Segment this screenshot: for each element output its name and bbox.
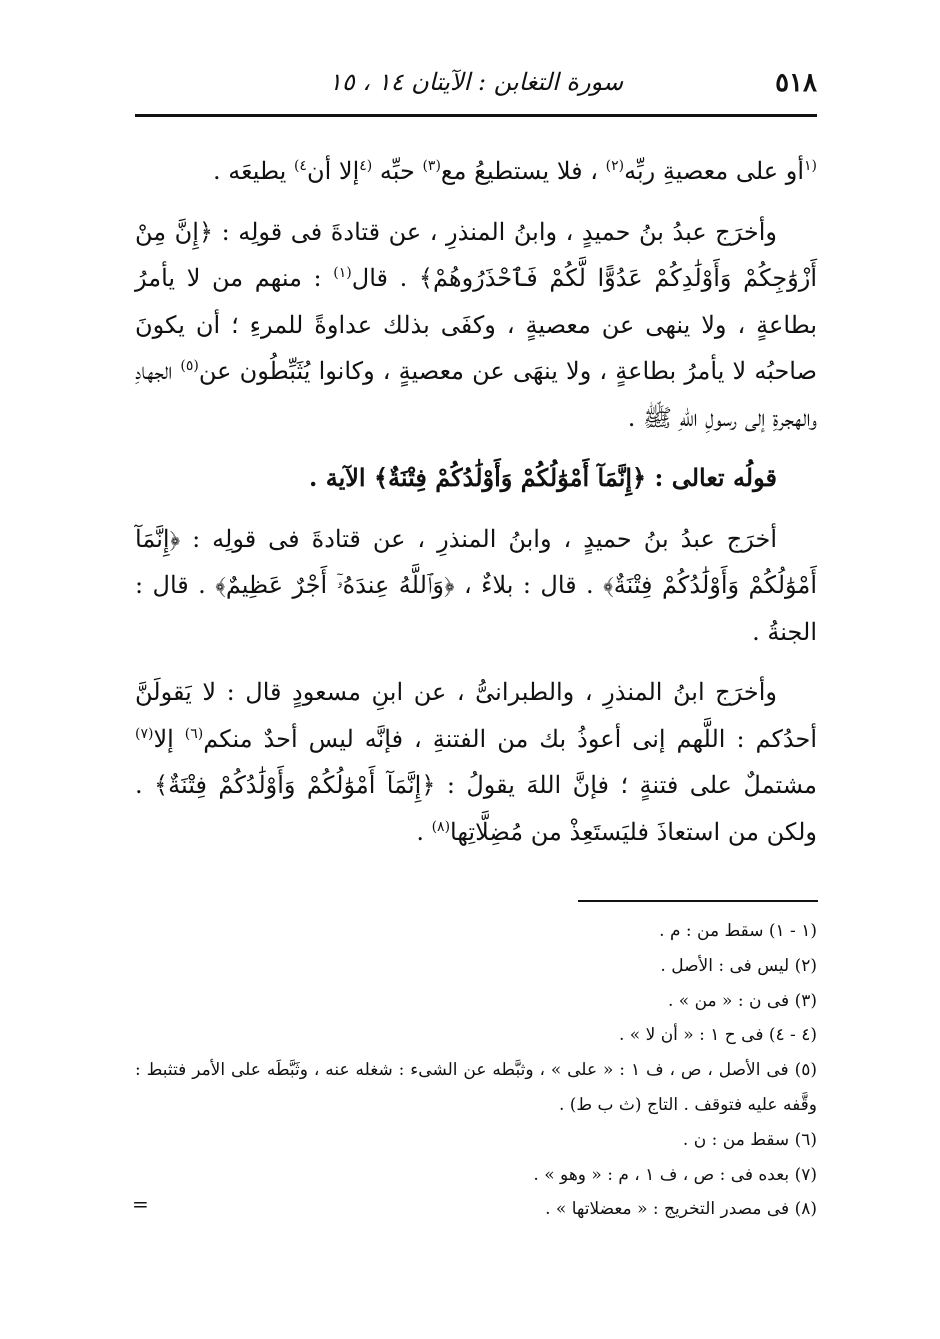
text-span: . قال : بلاءٌ ، — [454, 571, 604, 599]
footnote-rule — [578, 900, 818, 902]
footnote: (٣) فى ن : « من » . — [667, 990, 817, 1011]
text-span: يطيعَه . — [213, 157, 294, 185]
text-span: . ولكن من استعاذَ فليَستَعِذْ من مُضِلَّاتِها — [135, 771, 817, 846]
footnote: (٤ - ٤) فى ح ١ : « أن لا » . — [618, 1025, 817, 1046]
quran-verse: ﴿إِنَّ مِنْ أَزْوَٰجِكُمْ وَأَوْلَٰدِكُمْ عَدُوًّا لَّكُمْ فَٱحْذَرُوهُمْ﴾ — [135, 217, 818, 292]
quran-verse: ﴿إِنَّمَآ أَمْوَٰلُكُمْ وَأَوْلَٰدُكُمْ فِتْنَةٌ﴾ — [154, 771, 436, 799]
text-span: وأخرَج ابنُ المنذرِ ، والطبرانىُّ ، عن ابنِ مسعودٍ قال : لا يَقولَنَّ أحدُكم : اللَّهم إنى أعوذُ بك من الفتنةِ ، فإنَّه ليس أحدٌ منكم — [135, 678, 817, 753]
page-header — [135, 64, 817, 104]
text-span: إلا — [153, 724, 185, 753]
text-span: الآية . — [308, 463, 374, 492]
text-span: . — [416, 817, 432, 846]
header-rule — [135, 114, 817, 117]
text-span: إلا أن — [306, 157, 360, 185]
text-span: ، فلا يستطيعُ مع — [440, 157, 606, 185]
footnotes — [135, 914, 817, 1227]
footnote-ref: (٧) — [135, 725, 154, 742]
text-span: الجهادِ والهجرةِ إلى رسولِ اللهِ ﷺ . — [135, 357, 817, 432]
paragraph-2 — [135, 209, 817, 442]
quran-verse: ﴿إِنَّمَآ أَمْوَٰلُكُمْ وَأَوْلَٰدُكُمْ فِتْنَةٌ﴾ — [373, 463, 647, 492]
main-text — [135, 148, 817, 869]
paragraph-4 — [135, 516, 817, 656]
text-span: أو على معصيةِ ربِّه — [624, 157, 804, 185]
text-span: : منهم من لا يأمرُ بطاعةٍ ، ولا ينهى عن معصيةٍ ، وكفَى بذلك عداوةً للمرءِ ؛ أن يكونَ صاحبُه لا يأمرُ بطاعةٍ ، ولا ينهَى عن معصيةٍ ، وكانوا يُثَبِّطُون عن — [135, 264, 818, 385]
page-number: ٥١٨ — [775, 68, 817, 98]
footnote-ref: (١ — [804, 158, 817, 174]
quran-verse: ﴿وَٱللَّهُ عِندَهُۥٓ أَجْرٌ عَظِيمٌ﴾ — [215, 571, 455, 599]
footnote-ref: (٢) — [605, 158, 625, 174]
footnote: (٥) فى الأصل ، ص ، ف ١ : « على » ، وثبَّطه عن الشىء : شغله عنه ، وثَبَّطَه على الأمر فتثبط : وقَّفه عليه فتوقف . التاج (ث ب ط) . — [135, 1060, 817, 1115]
paragraph-5 — [135, 669, 817, 855]
text-span: أخرَج عبدُ بنُ حميدٍ ، وابنُ المنذرِ ، عن قتادةَ فى قولِه : — [180, 524, 777, 553]
footnote: (١ - ١) سقط من : م . — [659, 921, 817, 941]
footnote-ref: (٦) — [184, 725, 204, 742]
footnote-ref: (١) — [333, 265, 352, 281]
footnote-ref: (٨) — [431, 818, 451, 835]
quran-verse: ﴿إِنَّمَآ أَمْوَٰلُكُمْ وَأَوْلَٰدُكُمْ فِتْنَةٌ﴾ — [135, 524, 817, 599]
footnote: (٦) سقط من : ن . — [682, 1129, 817, 1150]
running-head: سورة التغابن : الآيتان ١٤ ، ١٥ — [328, 68, 624, 96]
text-span: . قال : الجنةُ . — [135, 571, 817, 646]
text-span: قولُه تعالى : — [646, 463, 777, 492]
footnote-ref: ٤) — [293, 158, 307, 174]
margin-mark: = — [132, 1192, 149, 1216]
paragraph-1 — [135, 148, 817, 195]
footnote: (٧) بعده فى : ص ، ف ١ ، م : « وهو » . — [533, 1164, 817, 1185]
footnote-ref: (٤ — [359, 158, 373, 174]
text-span: حبِّه — [372, 157, 423, 185]
footnote: (٢) ليس فى : الأصل . — [660, 955, 817, 976]
footnote-ref: (٥) — [180, 358, 199, 374]
footnote: (٨) فى مصدر التخريج : « معضلاتها » . — [545, 1199, 817, 1220]
verse-heading — [135, 455, 817, 502]
text-span: وأخرَج عبدُ بنُ حميدٍ ، وابنُ المنذرِ ، عن قتادةَ فى قولِه : — [213, 217, 778, 246]
text-span: . قال — [351, 264, 419, 292]
footnote-ref: (٣) — [422, 158, 441, 174]
text-span: مشتملٌ على فتنةٍ ؛ فإنَّ اللهَ يقولُ : — [435, 771, 817, 799]
